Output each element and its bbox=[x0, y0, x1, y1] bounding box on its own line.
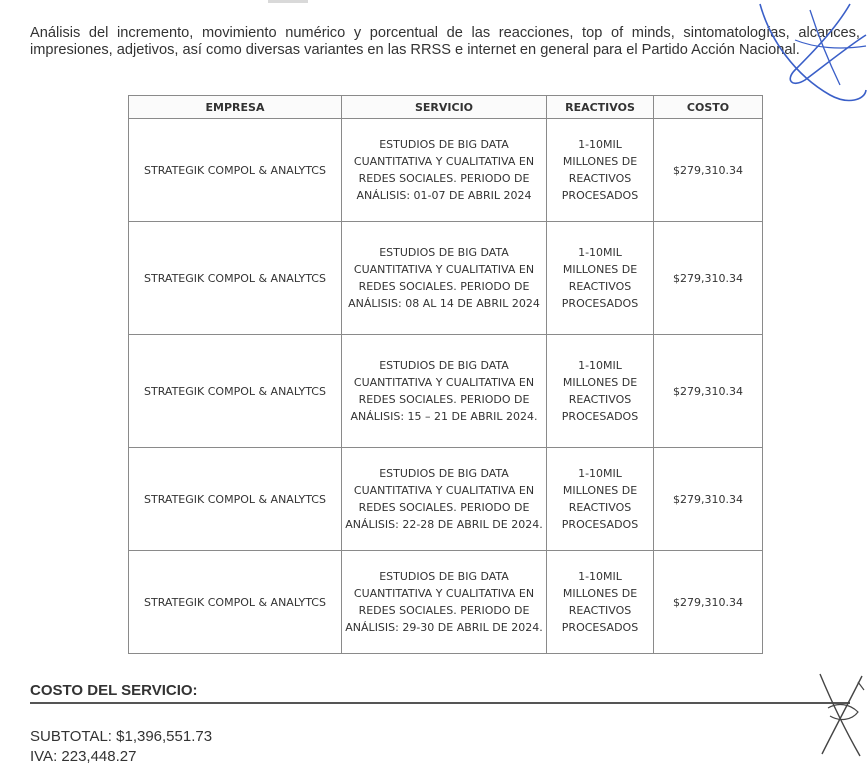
cell-costo: $279,310.34 bbox=[654, 448, 763, 551]
header-reactivos: REACTIVOS bbox=[547, 96, 654, 119]
cell-empresa: STRATEGIK COMPOL & ANALYTCS bbox=[129, 448, 342, 551]
table-header-row bbox=[129, 96, 763, 119]
services-table bbox=[128, 95, 763, 654]
cell-reactivos: 1-10MIL MILLONES DE REACTIVOS PROCESADOS bbox=[547, 119, 654, 222]
cell-costo: $279,310.34 bbox=[654, 222, 763, 335]
cell-servicio: ESTUDIOS DE BIG DATA CUANTITATIVA Y CUALITATIVA EN REDES SOCIALES. PERIODO DE ANÁLISIS: 22-28 DE ABRIL DE 2024. bbox=[342, 448, 547, 551]
header-servicio: SERVICIO bbox=[342, 96, 547, 119]
intro-paragraph: Análisis del incremento, movimiento numérico y porcentual de las reacciones, top of minds, sintomatologías, alcances, impresiones, adjetivos, así como diversas variantes en las RRSS e internet en general para el Partido Acción Nacional. bbox=[30, 24, 860, 58]
signature-blue-icon bbox=[700, 0, 868, 115]
cell-empresa: STRATEGIK COMPOL & ANALYTCS bbox=[129, 335, 342, 448]
cell-reactivos: 1-10MIL MILLONES DE REACTIVOS PROCESADOS bbox=[547, 222, 654, 335]
table-row bbox=[129, 335, 763, 448]
cell-reactivos: 1-10MIL MILLONES DE REACTIVOS PROCESADOS bbox=[547, 335, 654, 448]
cell-servicio: ESTUDIOS DE BIG DATA CUANTITATIVA Y CUALITATIVA EN REDES SOCIALES. PERIODO DE ANÁLISIS: 01-07 DE ABRIL 2024 bbox=[342, 119, 547, 222]
table-row bbox=[129, 551, 763, 654]
section-divider bbox=[30, 702, 850, 704]
subtotal-text: SUBTOTAL: $1,396,551.73 bbox=[30, 728, 213, 745]
cost-section-title: COSTO DEL SERVICIO: bbox=[30, 682, 198, 699]
top-edge-mark bbox=[268, 0, 308, 3]
cell-reactivos: 1-10MIL MILLONES DE REACTIVOS PROCESADOS bbox=[547, 448, 654, 551]
cell-costo: $279,310.34 bbox=[654, 119, 763, 222]
table-row bbox=[129, 119, 763, 222]
header-empresa: EMPRESA bbox=[129, 96, 342, 119]
cell-servicio: ESTUDIOS DE BIG DATA CUANTITATIVA Y CUALITATIVA EN REDES SOCIALES. PERIODO DE ANÁLISIS: 29-30 DE ABRIL DE 2024. bbox=[342, 551, 547, 654]
iva-text: IVA: 223,448.27 bbox=[30, 748, 137, 765]
cell-servicio: ESTUDIOS DE BIG DATA CUANTITATIVA Y CUALITATIVA EN REDES SOCIALES. PERIODO DE ANÁLISIS: 15 – 21 DE ABRIL 2024. bbox=[342, 335, 547, 448]
signature-dark-icon bbox=[800, 668, 866, 759]
header-costo: COSTO bbox=[654, 96, 763, 119]
cell-empresa: STRATEGIK COMPOL & ANALYTCS bbox=[129, 119, 342, 222]
cell-costo: $279,310.34 bbox=[654, 335, 763, 448]
table-row bbox=[129, 222, 763, 335]
cell-empresa: STRATEGIK COMPOL & ANALYTCS bbox=[129, 551, 342, 654]
cell-reactivos: 1-10MIL MILLONES DE REACTIVOS PROCESADOS bbox=[547, 551, 654, 654]
table-row bbox=[129, 448, 763, 551]
cell-costo: $279,310.34 bbox=[654, 551, 763, 654]
cell-servicio: ESTUDIOS DE BIG DATA CUANTITATIVA Y CUALITATIVA EN REDES SOCIALES. PERIODO DE ANÁLISIS: 08 AL 14 DE ABRIL 2024 bbox=[342, 222, 547, 335]
cell-empresa: STRATEGIK COMPOL & ANALYTCS bbox=[129, 222, 342, 335]
